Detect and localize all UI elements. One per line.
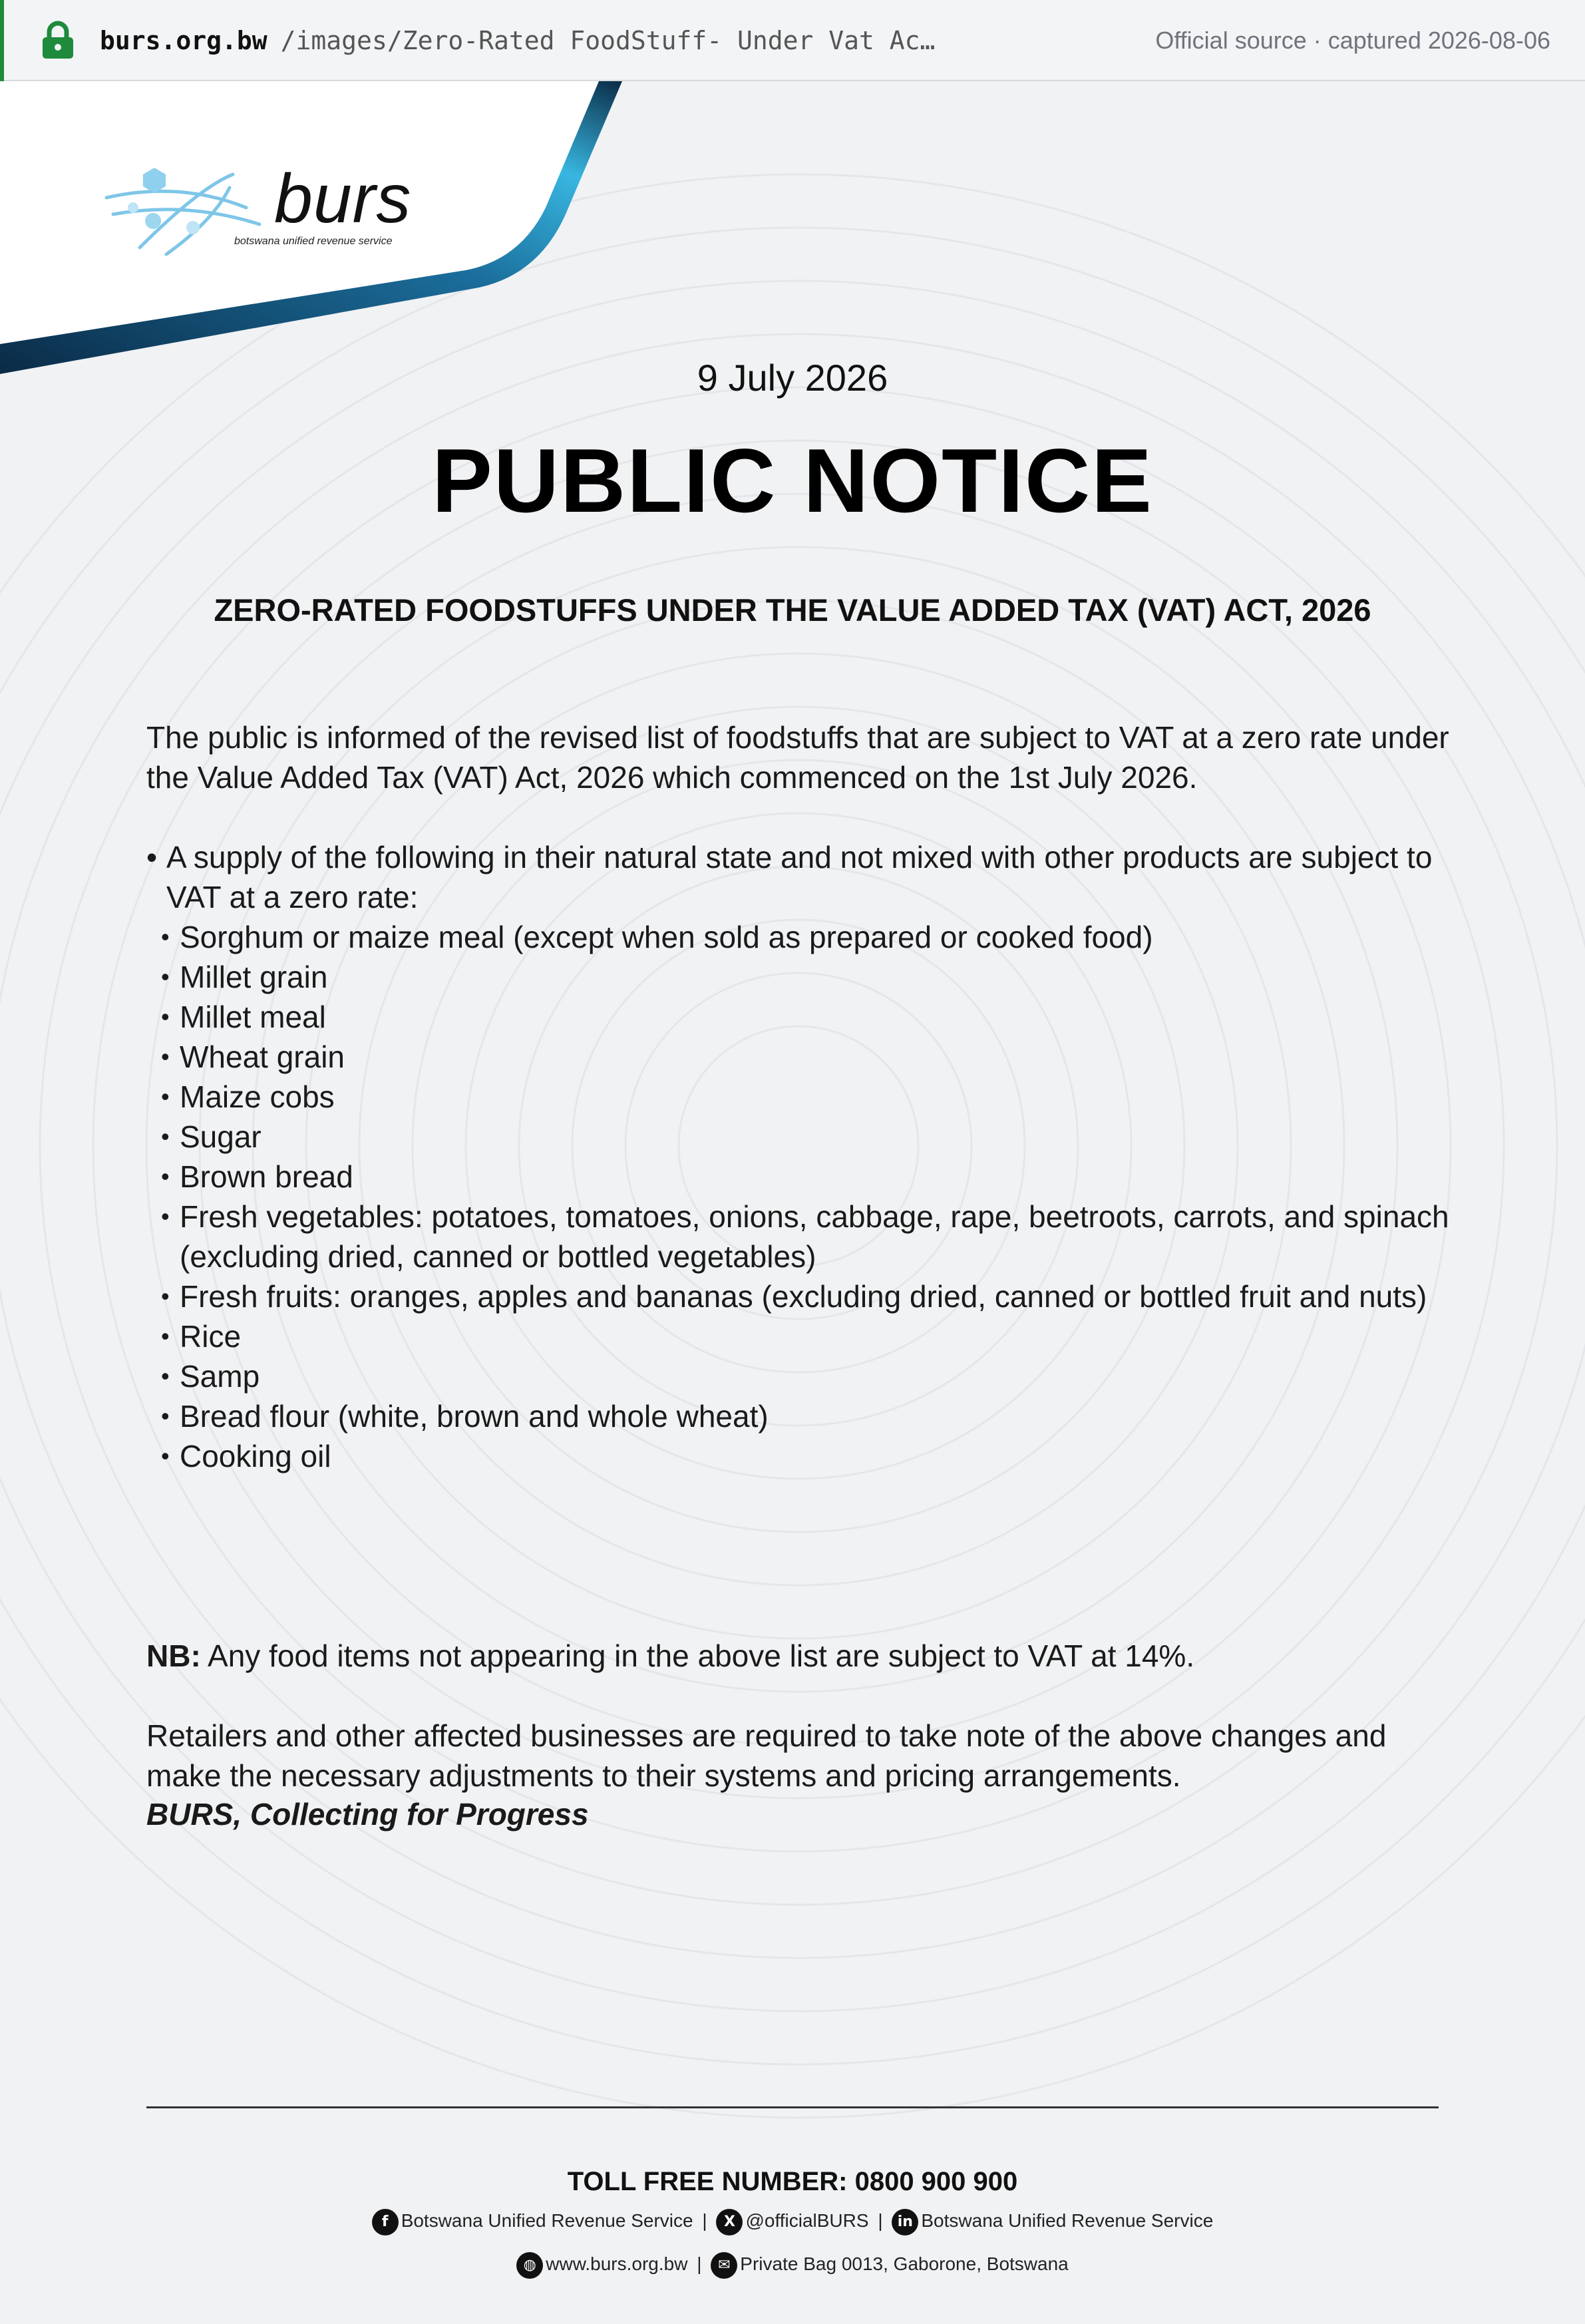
list-item: • Samp (161, 1356, 1451, 1396)
nb-label: NB: (146, 1639, 201, 1673)
intro-paragraph: The public is informed of the revised list of foodstuffs that are subject to VAT at a zero rate under the Value Added Tax (VAT) Act, 2026 which commenced on the 1st July 2026. (146, 720, 1449, 795)
list-item: • Millet meal (161, 997, 1451, 1037)
url-path: /images/Zero-Rated FoodStuff- Under Vat Ac… (280, 26, 936, 55)
logo-wordmark: burs (274, 160, 412, 238)
list-item: • Wheat grain (161, 1037, 1451, 1077)
list-item: • Fresh fruits: oranges, apples and bananas (excluding dried, canned or bottled fruit and nuts) (161, 1276, 1451, 1316)
x-link[interactable]: @officialBURS (745, 2210, 869, 2231)
list-item: • Rice (161, 1316, 1451, 1356)
list-item: • Cooking oil (161, 1436, 1451, 1476)
notice-page (0, 81, 1585, 2324)
capture-note: Official source · captured 2026-08-06 (1155, 27, 1550, 54)
linkedin-icon[interactable]: in (892, 2209, 918, 2235)
secure-indicator (0, 0, 4, 81)
notice-date: 9 July 2026 (697, 357, 888, 399)
x-icon[interactable]: X (716, 2209, 743, 2235)
nb-text: Any food items not appearing in the above list are subject to VAT at 14%. (208, 1639, 1195, 1673)
footer-divider (146, 2106, 1439, 2108)
url-text[interactable] (100, 22, 935, 59)
list-item: • Maize cobs (161, 1077, 1451, 1117)
linkedin-link[interactable]: Botswana Unified Revenue Service (921, 2210, 1214, 2231)
zero-rated-list (146, 917, 1451, 1476)
list-item: • Fresh vegetables: potatoes, tomatoes, onions, cabbage, rape, beetroots, carrots, and spinach (excluding dried, canned or bottled vegetables) (161, 1197, 1451, 1276)
retailers-paragraph: Retailers and other affected businesses are required to take note of the above changes and make the necessary adjustments to their systems and pricing arrangements. (146, 1718, 1387, 1793)
toll-free-number: TOLL FREE NUMBER: 0800 900 900 (567, 2167, 1018, 2196)
supply-lead-text: A supply of the following in their natural state and not mixed with other products are subject to VAT at a zero rate: (166, 840, 1433, 914)
globe-icon: ◍ (516, 2252, 543, 2279)
burs-logo (100, 161, 433, 261)
logo-tagline: botswana unified revenue service (234, 236, 393, 247)
supply-lead (146, 837, 1451, 917)
signoff: BURS, Collecting for Progress (146, 1797, 589, 1832)
list-item: • Brown bread (161, 1157, 1451, 1197)
separator: | (878, 2210, 883, 2231)
facebook-icon[interactable]: f (372, 2209, 399, 2235)
zero-rated-section (146, 837, 1451, 1476)
bullet-icon: • (146, 840, 158, 874)
lock-icon (40, 20, 76, 60)
social-links (0, 2206, 1585, 2235)
postal-address: Private Bag 0013, Gaborone, Botswana (740, 2253, 1069, 2274)
address-bar (0, 0, 1585, 81)
contact-details (0, 2249, 1585, 2279)
mail-icon: ✉ (711, 2252, 737, 2279)
url-domain: burs.org.bw (100, 26, 267, 55)
separator: | (697, 2253, 702, 2274)
notice-subheading: ZERO-RATED FOODSTUFFS UNDER THE VALUE ADDED TAX (VAT) ACT, 2026 (214, 592, 1371, 628)
list-item: • Sugar (161, 1117, 1451, 1157)
notice-heading: PUBLIC NOTICE (432, 430, 1153, 531)
list-item: • Millet grain (161, 957, 1451, 997)
website-link[interactable]: www.burs.org.bw (546, 2253, 688, 2274)
separator: | (702, 2210, 707, 2231)
nb-paragraph (146, 1636, 1451, 1676)
facebook-link[interactable]: Botswana Unified Revenue Service (401, 2210, 693, 2231)
list-item: • Bread flour (white, brown and whole wheat) (161, 1396, 1451, 1436)
list-item: • Sorghum or maize meal (except when sold as prepared or cooked food) (161, 917, 1451, 957)
